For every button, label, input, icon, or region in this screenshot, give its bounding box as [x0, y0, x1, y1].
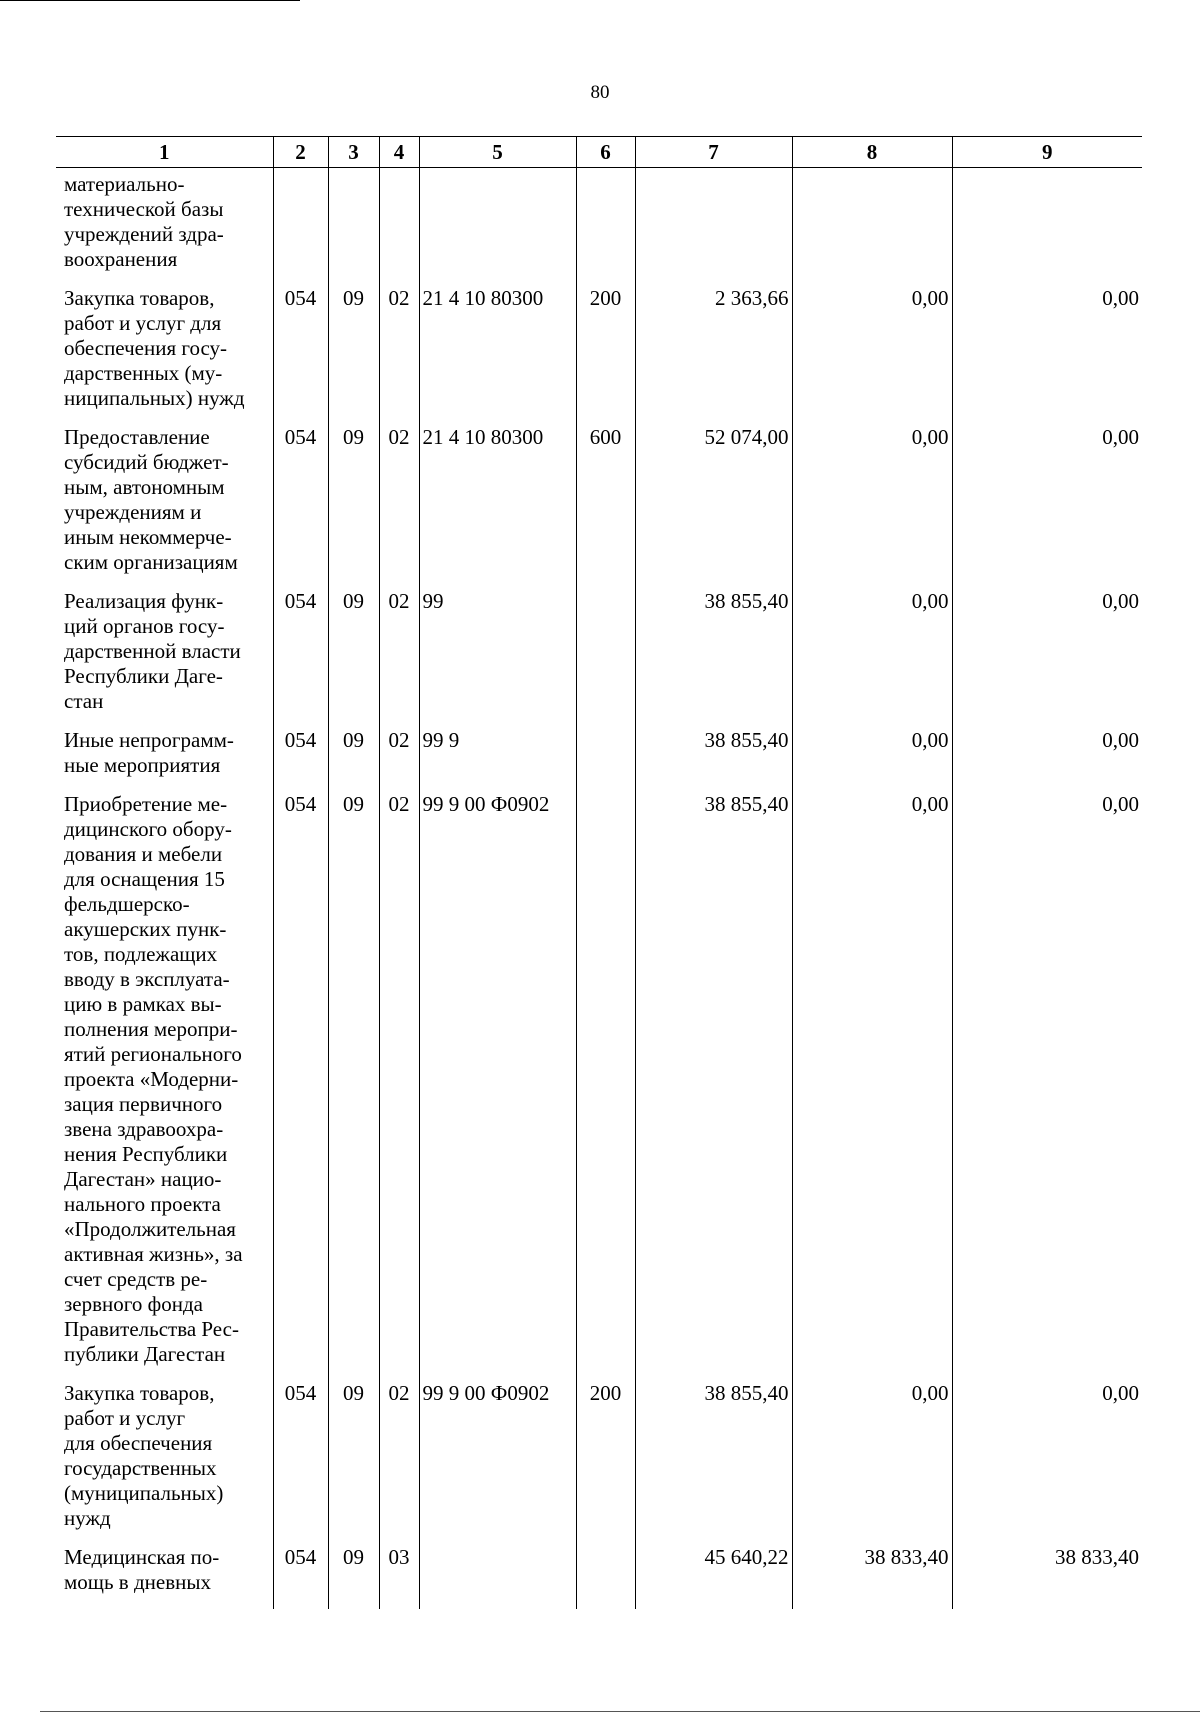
- table-header-row: [56, 137, 1142, 168]
- cell-col-8: 0,00: [792, 728, 952, 792]
- table-row: [56, 1545, 1142, 1609]
- cell-col-5: 99 9 00 Ф0902: [419, 1381, 576, 1545]
- cell-col-7: 38 855,40: [635, 1381, 792, 1545]
- cell-col-2: [273, 168, 328, 287]
- cell-col-8: 0,00: [792, 589, 952, 728]
- row-name: Приобретение ме- дицинского обору- дования и мебели для оснащения 15 фельдшерско- акушерских пунк- тов, подлежащих вводу в эксплуата- цию в рамках вы- полнения меропри- ятий регионального проекта «Модерни- зация первичного звена здравоохра- нения Республики Дагестан» нацио- нального проекта «Продолжительная активная жизнь», за счет средств ре- зервного фонда Правительства Рес- публики Дагестан: [64, 792, 243, 1366]
- column-header: 7: [635, 137, 792, 168]
- cell-col-6: [576, 589, 635, 728]
- table-row: [56, 168, 1142, 287]
- row-name: Медицинская по- мощь в дневных: [64, 1545, 220, 1594]
- cell-col-9: 0,00: [952, 589, 1142, 728]
- column-header: 1: [56, 137, 273, 168]
- cell-col-3: 09: [328, 792, 379, 1381]
- column-header: 6: [576, 137, 635, 168]
- cell-col-8: 0,00: [792, 286, 952, 425]
- cell-col-4: 02: [379, 286, 419, 425]
- cell-col-4: 02: [379, 425, 419, 589]
- cell-col-5: 99 9 00 Ф0902: [419, 792, 576, 1381]
- column-header: 4: [379, 137, 419, 168]
- column-header: 9: [952, 137, 1142, 168]
- cell-col-4: 02: [379, 1381, 419, 1545]
- column-header: 5: [419, 137, 576, 168]
- cell-col-4: [379, 168, 419, 287]
- cell-col-4: 02: [379, 589, 419, 728]
- cell-col-2: 054: [273, 728, 328, 792]
- cell-col-8: 38 833,40: [792, 1545, 952, 1609]
- row-name: Предоставление субсидий бюджет- ным, автономным учреждениям и иным некоммерче- ским организациям: [64, 425, 238, 574]
- cell-col-9: 0,00: [952, 728, 1142, 792]
- row-name: Закупка товаров, работ и услуг для обеспечения государственных (муниципальных) нужд: [64, 1381, 224, 1530]
- cell-col-6: 200: [576, 286, 635, 425]
- cell-col-3: [328, 168, 379, 287]
- cell-col-9: 0,00: [952, 792, 1142, 1381]
- cell-col-6: 600: [576, 425, 635, 589]
- cell-col-8: 0,00: [792, 425, 952, 589]
- cell-col-6: 200: [576, 1381, 635, 1545]
- cell-col-9: 38 833,40: [952, 1545, 1142, 1609]
- top-edge-line: [0, 0, 300, 1]
- column-header: 3: [328, 137, 379, 168]
- cell-col-4: 02: [379, 728, 419, 792]
- column-header: 8: [792, 137, 952, 168]
- table-row: [56, 728, 1142, 792]
- row-name: материально- технической базы учреждений здра- воохранения: [64, 172, 224, 271]
- cell-col-7: 52 074,00: [635, 425, 792, 589]
- cell-col-7: 45 640,22: [635, 1545, 792, 1609]
- row-name: Реализация функ- ций органов госу- дарственной власти Республики Даге- стан: [64, 589, 241, 713]
- cell-col-2: 054: [273, 1545, 328, 1609]
- cell-col-4: 03: [379, 1545, 419, 1609]
- cell-col-8: 0,00: [792, 792, 952, 1381]
- table-body: [56, 168, 1142, 1610]
- cell-col-2: 054: [273, 286, 328, 425]
- table-row: [56, 286, 1142, 425]
- cell-col-7: [635, 168, 792, 287]
- cell-col-7: 2 363,66: [635, 286, 792, 425]
- cell-col-3: 09: [328, 589, 379, 728]
- cell-col-7: 38 855,40: [635, 589, 792, 728]
- cell-col-2: 054: [273, 1381, 328, 1545]
- cell-col-8: 0,00: [792, 1381, 952, 1545]
- cell-col-5: 99 9: [419, 728, 576, 792]
- cell-col-6: [576, 1545, 635, 1609]
- table-row: [56, 425, 1142, 589]
- cell-col-9: 0,00: [952, 425, 1142, 589]
- page-number: 80: [590, 82, 610, 103]
- cell-col-9: 0,00: [952, 1381, 1142, 1545]
- cell-col-5: 21 4 10 80300: [419, 286, 576, 425]
- cell-col-7: 38 855,40: [635, 792, 792, 1381]
- cell-col-6: [576, 168, 635, 287]
- cell-col-3: 09: [328, 1381, 379, 1545]
- cell-col-5: 21 4 10 80300: [419, 425, 576, 589]
- cell-col-8: [792, 168, 952, 287]
- budget-table: [56, 136, 1142, 1609]
- table-row: [56, 589, 1142, 728]
- cell-col-3: 09: [328, 1545, 379, 1609]
- cell-col-4: 02: [379, 792, 419, 1381]
- cell-col-5: [419, 1545, 576, 1609]
- cell-col-2: 054: [273, 792, 328, 1381]
- cell-col-7: 38 855,40: [635, 728, 792, 792]
- cell-col-3: 09: [328, 425, 379, 589]
- cell-col-3: 09: [328, 286, 379, 425]
- row-name: Закупка товаров, работ и услуг для обеспечения госу- дарственных (му- ниципальных) нужд: [64, 286, 245, 410]
- cell-col-9: [952, 168, 1142, 287]
- cell-col-5: 99: [419, 589, 576, 728]
- cell-col-5: [419, 168, 576, 287]
- cell-col-9: 0,00: [952, 286, 1142, 425]
- cell-col-2: 054: [273, 589, 328, 728]
- cell-col-2: 054: [273, 425, 328, 589]
- cell-col-6: [576, 792, 635, 1381]
- cell-col-3: 09: [328, 728, 379, 792]
- row-name: Иные непрограмм- ные мероприятия: [64, 728, 234, 777]
- cell-col-6: [576, 728, 635, 792]
- column-header: 2: [273, 137, 328, 168]
- table-row: [56, 792, 1142, 1381]
- bottom-edge-line: [40, 1711, 1200, 1712]
- table-row: [56, 1381, 1142, 1545]
